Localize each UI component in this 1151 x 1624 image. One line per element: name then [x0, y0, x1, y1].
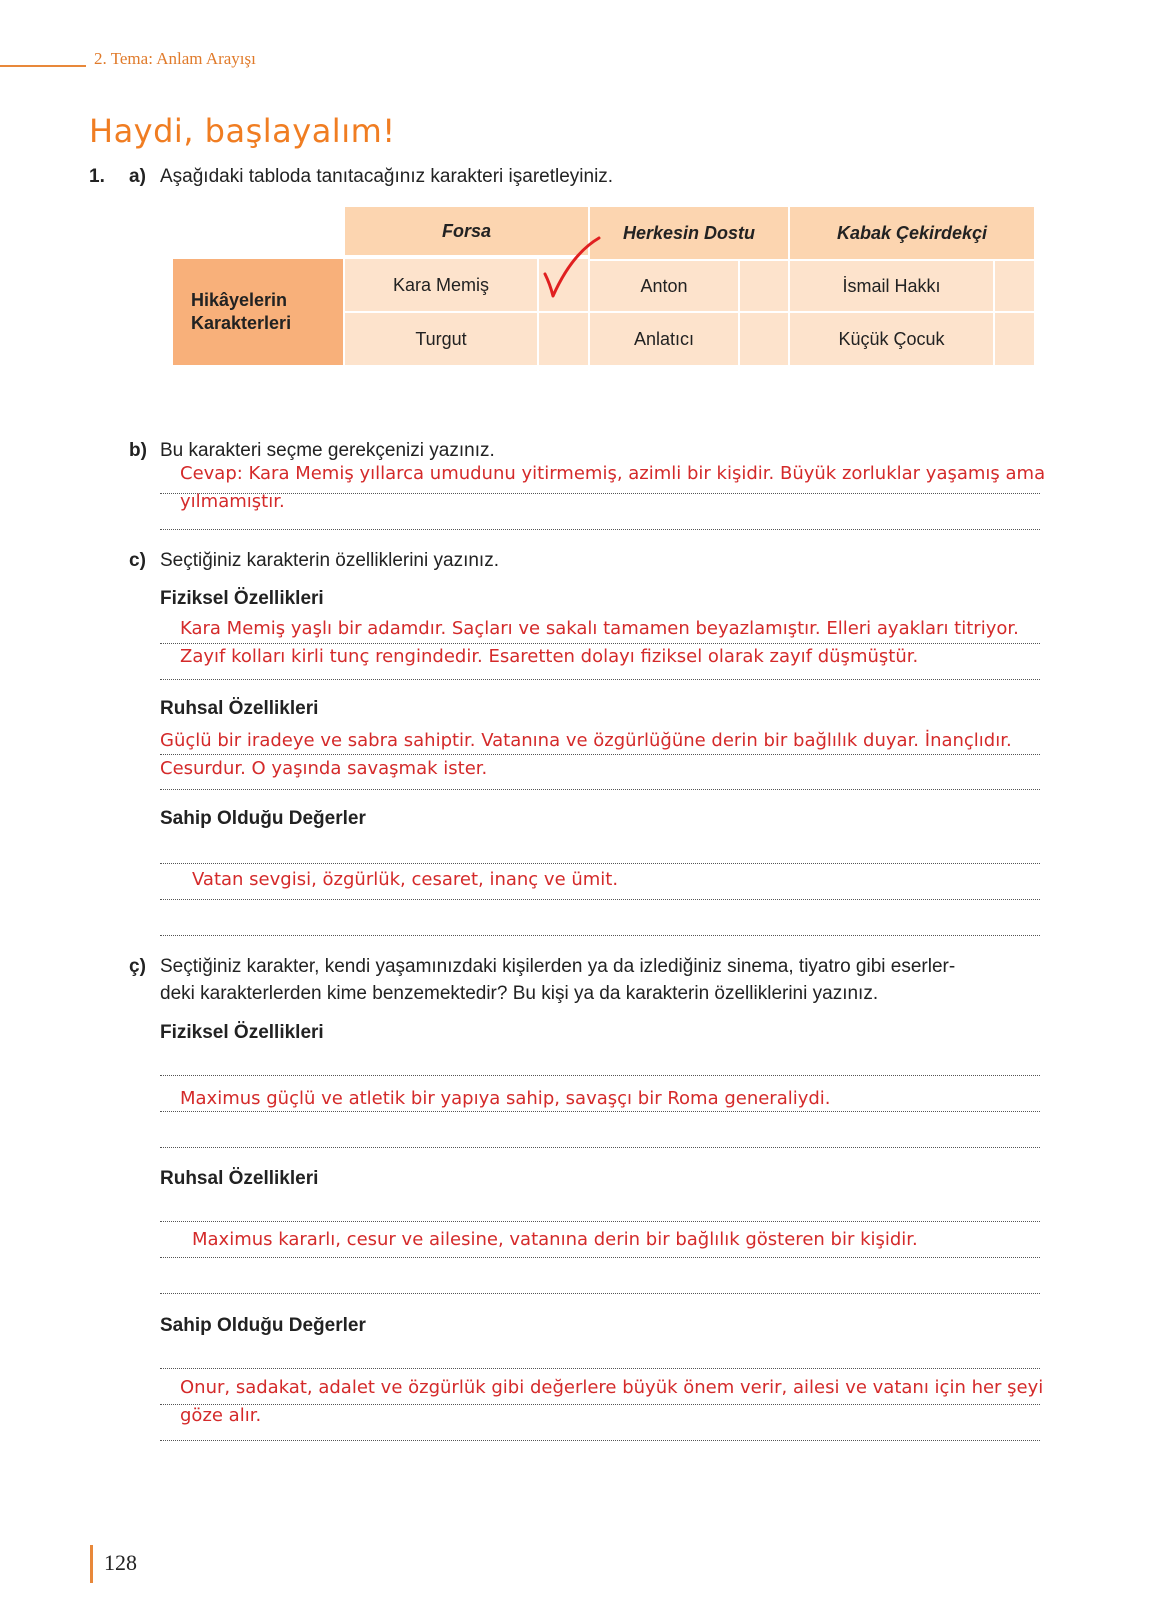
part-b-text: Bu karakteri seçme gerekçenizi yazınız. [160, 440, 495, 461]
answer-dotted-line [160, 1404, 1040, 1405]
table-check-cell[interactable] [539, 313, 588, 365]
table-cell: Turgut [345, 313, 537, 365]
section-heading: Fiziksel Özellikleri [160, 588, 324, 609]
part-a-label: a) [129, 166, 146, 187]
answer-dotted-line [160, 679, 1040, 680]
table-cell: Anton [590, 261, 738, 311]
answer-line: Kara Memiş yaşlı bir adamdır. Saçları ve sakalı tamamen beyazlamıştır. Elleri ayakları titriyor. [180, 618, 1019, 639]
page-number: 128 [104, 1550, 137, 1575]
part-cc-label: ç) [129, 956, 146, 977]
section-heading: Ruhsal Özellikleri [160, 1168, 319, 1189]
answer-dotted-line [160, 1147, 1040, 1148]
answer-dotted-line [160, 863, 1040, 864]
table-check-cell[interactable] [995, 313, 1034, 365]
answer-dotted-line [160, 1221, 1040, 1222]
table-header-herkesin-dostu: Herkesin Dostu [590, 207, 788, 259]
answer-line: Zayıf kolları kirli tunç rengindedir. Esaretten dolayı fiziksel olarak zayıf düşmüştür. [180, 646, 919, 667]
table-header-forsa: Forsa [345, 207, 588, 255]
section-heading: Sahip Olduğu Değerler [160, 1315, 366, 1336]
answer-line: yılmamıştır. [180, 491, 285, 512]
part-b-label: b) [129, 440, 147, 461]
answer-dotted-line [160, 529, 1040, 530]
part-cc-text: deki karakterlerden kime benzemektedir? Bu kişi ya da karakterin özelliklerini yazınız. [160, 983, 879, 1004]
answer-dotted-line [160, 643, 1040, 644]
table-row-header: Hikâyelerin Karakterleri [173, 259, 343, 365]
answer-dotted-line [160, 1293, 1040, 1294]
answer-dotted-line [160, 1368, 1040, 1369]
page-number-bar [90, 1545, 93, 1583]
answer-dotted-line [160, 899, 1040, 900]
answer-line: Vatan sevgisi, özgürlük, cesaret, inanç ve ümit. [192, 869, 619, 890]
answer-dotted-line [160, 1075, 1040, 1076]
table-cell: Küçük Çocuk [790, 313, 993, 365]
part-c-text: Seçtiğiniz karakterin özelliklerini yazınız. [160, 550, 499, 571]
table-check-cell[interactable] [740, 261, 788, 311]
answer-dotted-line [160, 1111, 1040, 1112]
part-c-label: c) [129, 550, 146, 571]
section-heading: Fiziksel Özellikleri [160, 1022, 324, 1043]
answer-line: Maximus güçlü ve atletik bir yapıya sahip, savaşçı bir Roma generaliydi. [180, 1088, 831, 1109]
answer-line: Güçlü bir iradeye ve sabra sahiptir. Vatanına ve özgürlüğüne derin bir bağlılık duyar. İnançlıdır. [160, 730, 1012, 751]
page-title: Haydi, başlayalım! [89, 112, 396, 150]
section-heading: Ruhsal Özellikleri [160, 698, 319, 719]
answer-dotted-line [160, 754, 1040, 755]
answer-line: Cesurdur. O yaşında savaşmak ister. [160, 758, 488, 779]
answer-line: Onur, sadakat, adalet ve özgürlük gibi değerlere büyük önem verir, ailesi ve vatanı için her şeyi [180, 1377, 1044, 1398]
answer-dotted-line [160, 1440, 1040, 1441]
question-number: 1. [89, 166, 105, 187]
header-rule [0, 65, 86, 67]
answer-line: göze alır. [180, 1405, 262, 1426]
answer-dotted-line [160, 935, 1040, 936]
section-heading: Sahip Olduğu Değerler [160, 808, 366, 829]
part-cc-text: Seçtiğiniz karakter, kendi yaşamınızdaki kişilerden ya da izlediğiniz sinema, tiyatro gibi eserler- [160, 956, 956, 977]
part-a-text: Aşağıdaki tabloda tanıtacağınız karakteri işaretleyiniz. [160, 166, 614, 187]
table-cell: İsmail Hakkı [790, 261, 993, 311]
theme-header: 2. Tema: Anlam Arayışı [94, 49, 256, 68]
table-header-kabak-cekirdekci: Kabak Çekirdekçi [790, 207, 1034, 259]
answer-dotted-line [160, 1257, 1040, 1258]
answer-dotted-line [160, 493, 1040, 494]
answer-line: Maximus kararlı, cesur ve ailesine, vatanına derin bir bağlılık gösteren bir kişidir. [192, 1229, 918, 1250]
table-check-cell[interactable] [740, 313, 788, 365]
answer-line: Cevap: Kara Memiş yıllarca umudunu yitirmemiş, azimli bir kişidir. Büyük zorluklar yaşamış ama [180, 463, 1046, 484]
answer-dotted-line [160, 789, 1040, 790]
table-cell: Anlatıcı [590, 313, 738, 365]
checkmark-icon [535, 232, 605, 302]
table-check-cell[interactable] [995, 261, 1034, 311]
table-cell: Kara Memiş [345, 259, 537, 311]
